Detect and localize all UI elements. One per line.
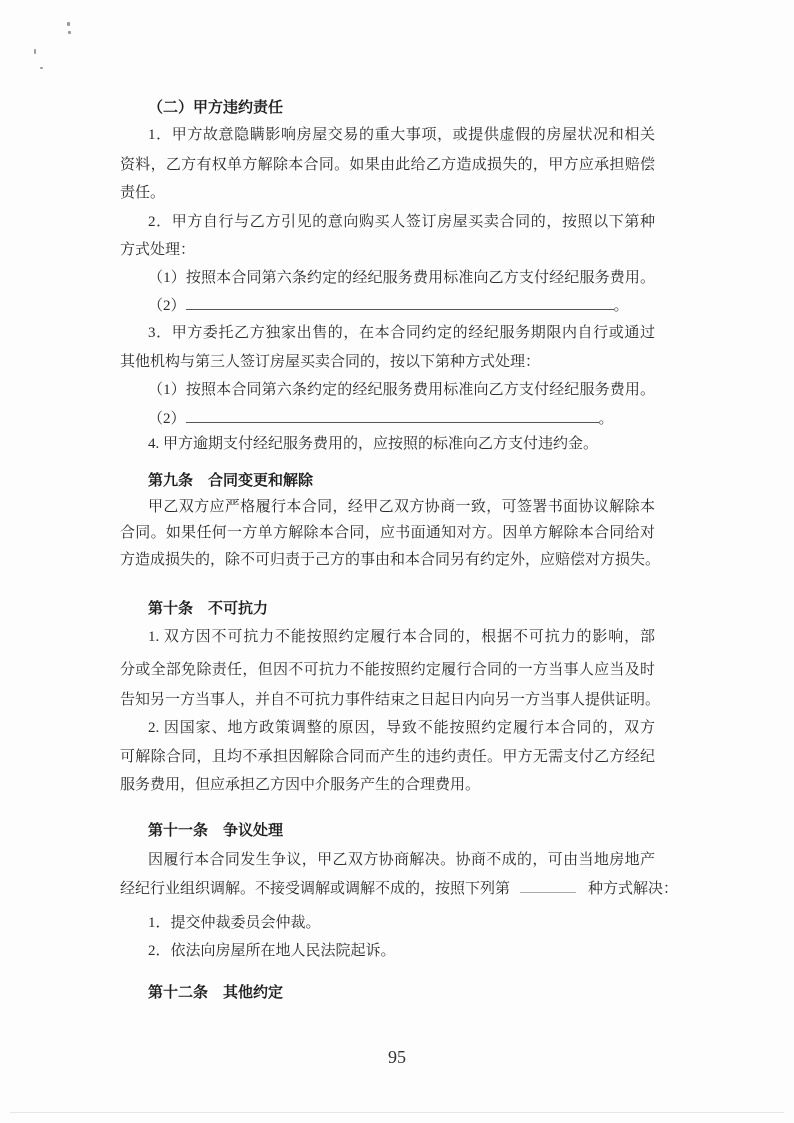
paragraph-line: 资料，乙方有权单方解除本合同。如果由此给乙方造成损失的，甲方应承担赔偿 — [120, 157, 655, 173]
scan-edge-line — [10, 1112, 784, 1113]
paragraph-line: 2．甲方自行与乙方引见的意向购买人签订房屋买卖合同的，按照以下第种 — [148, 214, 655, 230]
paragraph-line: 可解除合同，且均不承担因解除合同而产生的违约责任。甲方无需支付乙方经纪 — [120, 749, 655, 765]
paragraph-text: 经纪行业组织调解。不接受调解或调解不成的，按照下列第 — [120, 881, 511, 897]
section-heading-party-a-breach: （二）甲方违约责任 — [148, 98, 284, 116]
option-line: （1）按照本合同第六条约定的经纪服务费用标准向乙方支付经纪服务费用。 — [148, 270, 655, 286]
scan-speck — [68, 31, 71, 34]
paragraph-line: 4. 甲方逾期支付经纪服务费用的，应按照的标准向乙方支付违约金。 — [148, 436, 599, 452]
page-number: 95 — [388, 1047, 406, 1067]
article-10-heading: 第十条 不可抗力 — [148, 599, 269, 617]
paragraph-line: 因履行本合同发生争议，甲乙双方协商解决。协商不成的，可由当地房地产 — [148, 852, 655, 868]
article-9-heading: 第九条 合同变更和解除 — [148, 471, 314, 489]
paragraph-line: 告知另一方当事人，并自不可抗力事件结束之日起日内向另一方当事人提供证明。 — [120, 692, 661, 708]
paragraph-line: 1．甲方故意隐瞒影响房屋交易的重大事项，或提供虚假的房屋状况和相关 — [148, 127, 655, 143]
paragraph-line: 方式处理： — [120, 242, 196, 258]
paragraph-line: 2. 因国家、地方政策调整的原因，导致不能按照约定履行本合同的，双方 — [148, 720, 655, 736]
option-line: 1．提交仲裁委员会仲裁。 — [148, 915, 321, 931]
period: 。 — [613, 298, 629, 314]
scan-speck — [67, 22, 70, 26]
option-label: （2） — [148, 298, 186, 314]
option-fill-line — [148, 408, 655, 428]
fill-in-blank[interactable] — [520, 878, 576, 893]
scan-speck — [40, 67, 43, 69]
article-11-heading: 第十一条 争议处理 — [148, 821, 284, 839]
option-line: （1）按照本合同第六条约定的经纪服务费用标准向乙方支付经纪服务费用。 — [148, 382, 655, 398]
paragraph-line: 甲乙双方应严格履行本合同，经甲乙双方协商一致，可签署书面协议解除本 — [148, 499, 655, 515]
paragraph-line: 1. 双方因不可抗力不能按照约定履行本合同的，根据不可抗力的影响，部 — [148, 629, 655, 645]
option-label: （2） — [148, 411, 186, 427]
fill-in-blank[interactable] — [186, 408, 599, 423]
paragraph-line: 责任。 — [120, 185, 166, 201]
paragraph-line: 服务费用，但应承担乙方因中介服务产生的合理费用。 — [120, 777, 481, 793]
option-line: 2．依法向房屋所在地人民法院起诉。 — [148, 943, 396, 959]
option-fill-line — [148, 295, 655, 315]
period: 。 — [598, 411, 614, 427]
paragraph-fill-line — [120, 878, 679, 898]
scan-speck — [34, 49, 36, 54]
paragraph-text: 种方式解决： — [588, 881, 679, 897]
paragraph-line: 3．甲方委托乙方独家出售的，在本合同约定的经纪服务期限内自行或通过 — [148, 325, 655, 341]
paragraph-line: 合同。如果任何一方单方解除本合同，应书面通知对方。因单方解除本合同给对 — [120, 525, 655, 541]
fill-in-blank[interactable] — [186, 295, 614, 310]
paragraph-line: 分或全部免除责任，但因不可抗力不能按照约定履行合同的一方当事人应当及时 — [120, 662, 655, 678]
paragraph-line: 其他机构与第三人签订房屋买卖合同的，按以下第种方式处理： — [120, 354, 541, 370]
article-12-heading: 第十二条 其他约定 — [148, 983, 284, 1001]
paragraph-line: 方造成损失的，除不可归责于己方的事由和本合同另有约定外，应赔偿对方损失。 — [120, 552, 661, 568]
